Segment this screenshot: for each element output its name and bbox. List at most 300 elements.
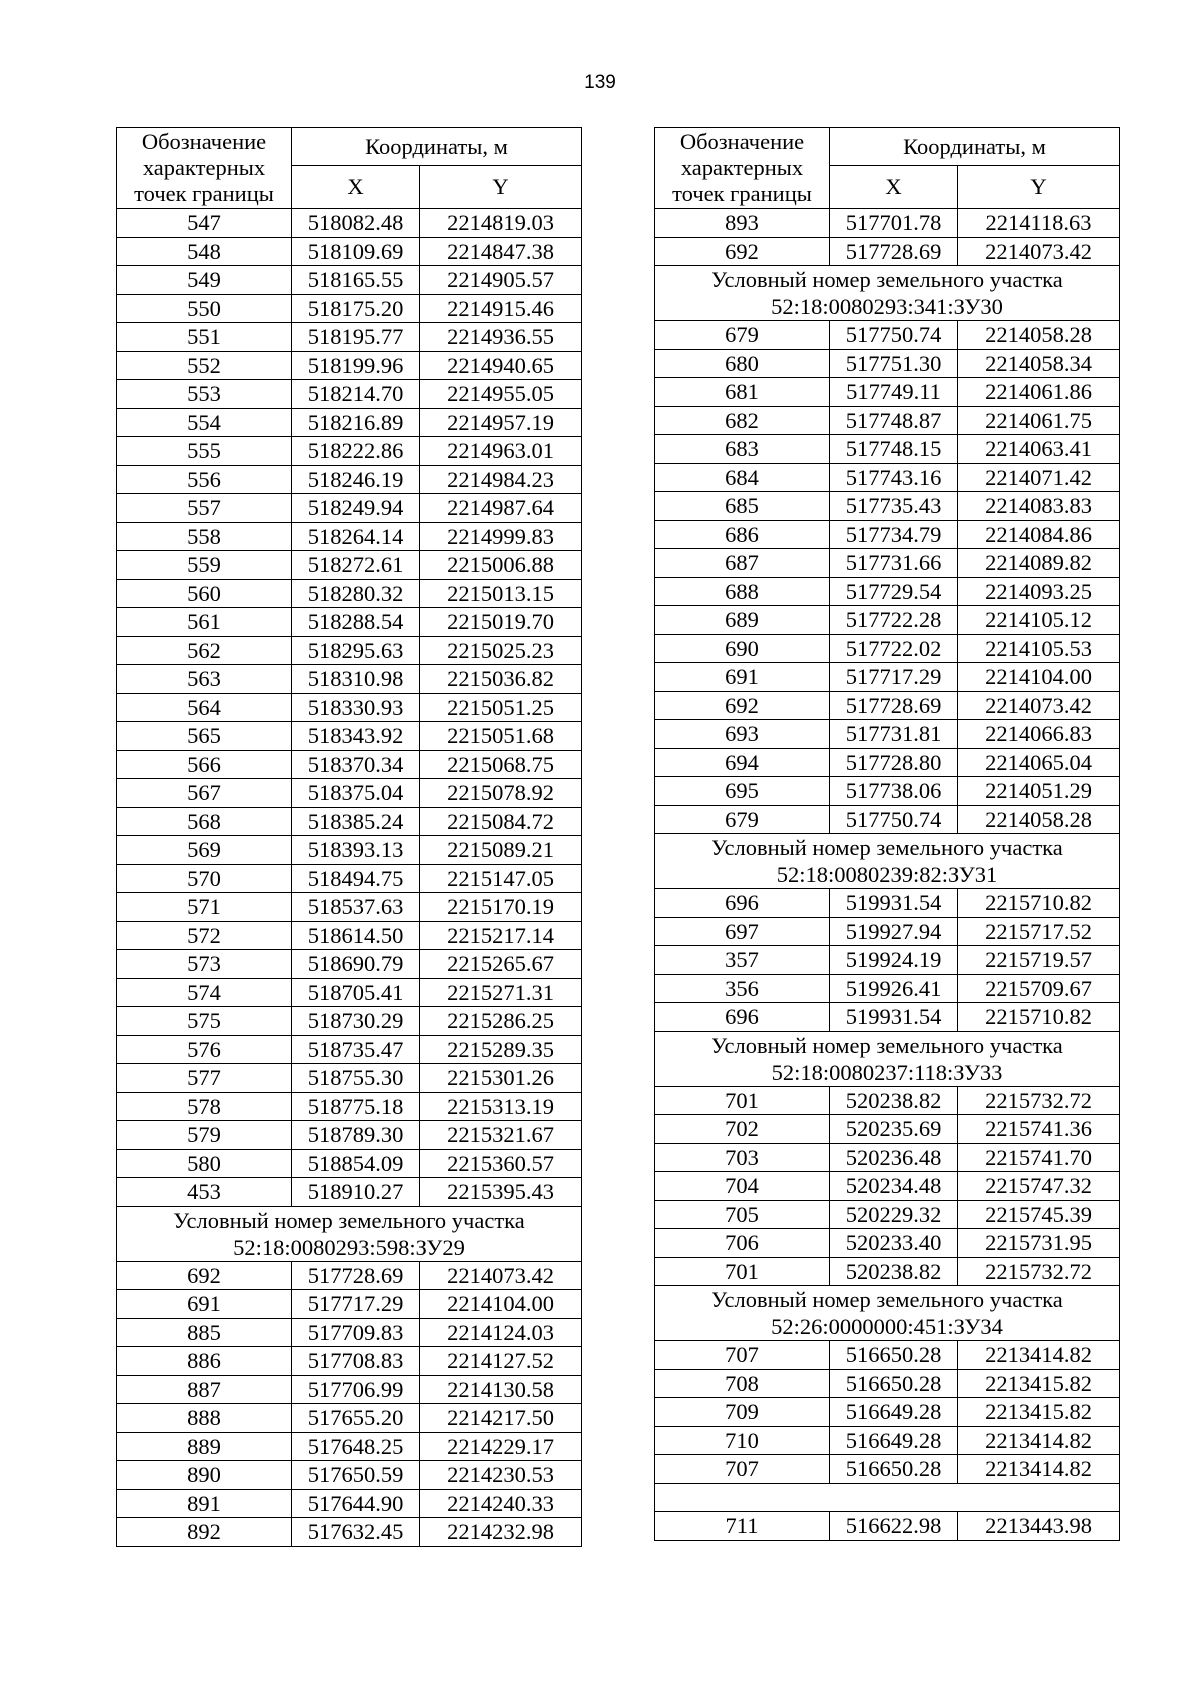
table-row xyxy=(655,1512,1120,1541)
x-coordinate-cell: 518735.47 xyxy=(292,1035,420,1064)
point-number-cell: 681 xyxy=(655,378,830,407)
y-coordinate-cell: 2214905.57 xyxy=(420,266,582,295)
x-coordinate-cell: 516649.28 xyxy=(830,1398,958,1427)
table-row xyxy=(655,805,1120,834)
table-row xyxy=(655,463,1120,492)
table-row xyxy=(655,1341,1120,1370)
point-number-cell: 707 xyxy=(655,1341,830,1370)
parcel-section-title: Условный номер земельного участка xyxy=(173,1207,525,1233)
x-coordinate-cell: 517731.66 xyxy=(830,549,958,578)
y-coordinate-cell: 2215741.70 xyxy=(958,1143,1120,1172)
x-coordinate-cell: 518730.29 xyxy=(292,1007,420,1036)
x-coordinate-cell: 517632.45 xyxy=(292,1518,420,1547)
y-coordinate-cell: 2214999.83 xyxy=(420,522,582,551)
y-coordinate-cell: 2215710.82 xyxy=(958,1003,1120,1032)
y-header: Y xyxy=(420,166,582,209)
table-row xyxy=(655,889,1120,918)
point-number-cell: 697 xyxy=(655,917,830,946)
x-coordinate-cell: 518295.63 xyxy=(292,636,420,665)
x-coordinate-cell: 517728.69 xyxy=(292,1261,420,1290)
x-coordinate-cell: 517750.74 xyxy=(830,321,958,350)
table-row xyxy=(655,520,1120,549)
table-row xyxy=(117,408,582,437)
x-coordinate-cell: 516650.28 xyxy=(830,1341,958,1370)
x-coordinate-cell: 517701.78 xyxy=(830,209,958,238)
y-coordinate-cell: 2214127.52 xyxy=(420,1347,582,1376)
y-coordinate-cell: 2214124.03 xyxy=(420,1318,582,1347)
x-coordinate-cell: 517717.29 xyxy=(830,663,958,692)
coordinates-header: Координаты, м xyxy=(292,128,582,166)
x-coordinate-cell: 520233.40 xyxy=(830,1229,958,1258)
y-coordinate-cell: 2215147.05 xyxy=(420,864,582,893)
point-number-cell: 580 xyxy=(117,1149,292,1178)
parcel-cadastral-number: 52:18:0080293:341:ЗУ30 xyxy=(771,294,1003,319)
x-coordinate-cell: 518330.93 xyxy=(292,693,420,722)
point-number-cell: 573 xyxy=(117,950,292,979)
point-number-cell: 560 xyxy=(117,579,292,608)
point-number-cell: 554 xyxy=(117,408,292,437)
empty-cell xyxy=(655,1483,1120,1512)
x-coordinate-cell: 517734.79 xyxy=(830,520,958,549)
point-number-cell: 552 xyxy=(117,351,292,380)
table-row xyxy=(117,551,582,580)
point-number-cell: 559 xyxy=(117,551,292,580)
x-coordinate-cell: 518343.92 xyxy=(292,722,420,751)
table-row xyxy=(655,577,1120,606)
x-coordinate-cell: 517717.29 xyxy=(292,1290,420,1319)
table-row xyxy=(655,606,1120,635)
x-coordinate-cell: 518537.63 xyxy=(292,893,420,922)
point-number-cell: 549 xyxy=(117,266,292,295)
x-coordinate-cell: 518280.32 xyxy=(292,579,420,608)
point-number-cell: 702 xyxy=(655,1115,830,1144)
y-coordinate-cell: 2214061.86 xyxy=(958,378,1120,407)
table-row xyxy=(117,1375,582,1404)
y-coordinate-cell: 2214061.75 xyxy=(958,406,1120,435)
y-coordinate-cell: 2215019.70 xyxy=(420,608,582,637)
y-coordinate-cell: 2215078.92 xyxy=(420,779,582,808)
point-number-cell: 556 xyxy=(117,465,292,494)
x-coordinate-cell: 518222.86 xyxy=(292,437,420,466)
x-coordinate-cell: 518393.13 xyxy=(292,836,420,865)
table-row xyxy=(655,1200,1120,1229)
y-coordinate-cell: 2215006.88 xyxy=(420,551,582,580)
table-row xyxy=(655,209,1120,238)
x-coordinate-cell: 517748.87 xyxy=(830,406,958,435)
table-row xyxy=(117,1290,582,1319)
point-number-cell: 568 xyxy=(117,807,292,836)
point-number-cell: 357 xyxy=(655,946,830,975)
y-coordinate-cell: 2214083.83 xyxy=(958,492,1120,521)
x-coordinate-cell: 517728.80 xyxy=(830,748,958,777)
parcel-section-row xyxy=(655,266,1120,321)
table-row xyxy=(117,636,582,665)
x-coordinate-cell: 517743.16 xyxy=(830,463,958,492)
y-coordinate-cell: 2214105.12 xyxy=(958,606,1120,635)
y-coordinate-cell: 2215051.68 xyxy=(420,722,582,751)
table-row xyxy=(117,921,582,950)
table-row xyxy=(117,351,582,380)
table-header xyxy=(655,128,1120,209)
x-coordinate-cell: 519927.94 xyxy=(830,917,958,946)
y-coordinate-cell: 2214229.17 xyxy=(420,1432,582,1461)
x-coordinate-cell: 520235.69 xyxy=(830,1115,958,1144)
y-coordinate-cell: 2214066.83 xyxy=(958,720,1120,749)
table-row xyxy=(655,917,1120,946)
point-number-cell: 679 xyxy=(655,321,830,350)
table-row xyxy=(117,1347,582,1376)
table-row xyxy=(655,974,1120,1003)
y-header: Y xyxy=(958,166,1120,209)
table-row xyxy=(655,321,1120,350)
x-coordinate-cell: 520238.82 xyxy=(830,1257,958,1286)
x-header: X xyxy=(830,166,958,209)
y-coordinate-cell: 2214073.42 xyxy=(958,237,1120,266)
parcel-cadastral-number: 52:18:0080237:118:ЗУ33 xyxy=(771,1059,1003,1085)
x-coordinate-cell: 519931.54 xyxy=(830,1003,958,1032)
point-number-cell: 683 xyxy=(655,435,830,464)
point-number-cell: 692 xyxy=(117,1261,292,1290)
x-coordinate-cell: 518249.94 xyxy=(292,494,420,523)
table-row xyxy=(655,720,1120,749)
point-number-cell: 707 xyxy=(655,1455,830,1484)
y-coordinate-cell: 2214984.23 xyxy=(420,465,582,494)
table-row xyxy=(117,1178,582,1207)
table-row xyxy=(655,1086,1120,1115)
table-row xyxy=(117,294,582,323)
table-row xyxy=(655,1426,1120,1455)
y-coordinate-cell: 2214051.29 xyxy=(958,777,1120,806)
point-number-cell: 703 xyxy=(655,1143,830,1172)
point-number-cell: 887 xyxy=(117,1375,292,1404)
point-number-cell: 577 xyxy=(117,1064,292,1093)
x-coordinate-cell: 518690.79 xyxy=(292,950,420,979)
point-number-cell: 709 xyxy=(655,1398,830,1427)
x-coordinate-cell: 518854.09 xyxy=(292,1149,420,1178)
table-row xyxy=(117,1121,582,1150)
parcel-section-row xyxy=(117,1206,582,1261)
table-row xyxy=(117,693,582,722)
table-row xyxy=(117,237,582,266)
point-number-cell: 891 xyxy=(117,1489,292,1518)
x-coordinate-cell: 516649.28 xyxy=(830,1426,958,1455)
y-coordinate-cell: 2215313.19 xyxy=(420,1092,582,1121)
y-coordinate-cell: 2213443.98 xyxy=(958,1512,1120,1541)
table-row xyxy=(117,323,582,352)
y-coordinate-cell: 2214063.41 xyxy=(958,435,1120,464)
y-coordinate-cell: 2215170.19 xyxy=(420,893,582,922)
x-coordinate-cell: 517735.43 xyxy=(830,492,958,521)
point-number-cell: 682 xyxy=(655,406,830,435)
x-coordinate-cell: 518272.61 xyxy=(292,551,420,580)
parcel-section-cell xyxy=(655,1286,1120,1341)
point-number-cell: 893 xyxy=(655,209,830,238)
point-number-cell: 574 xyxy=(117,978,292,1007)
x-coordinate-cell: 517709.83 xyxy=(292,1318,420,1347)
y-coordinate-cell: 2215745.39 xyxy=(958,1200,1120,1229)
table-row xyxy=(117,494,582,523)
table-row xyxy=(655,349,1120,378)
x-coordinate-cell: 517648.25 xyxy=(292,1432,420,1461)
point-number-cell: 693 xyxy=(655,720,830,749)
x-coordinate-cell: 517751.30 xyxy=(830,349,958,378)
empty-row xyxy=(655,1483,1120,1512)
point-number-cell: 706 xyxy=(655,1229,830,1258)
point-number-cell: 691 xyxy=(117,1290,292,1319)
table-row xyxy=(655,378,1120,407)
y-coordinate-cell: 2214065.04 xyxy=(958,748,1120,777)
table-row xyxy=(117,836,582,865)
y-coordinate-cell: 2214819.03 xyxy=(420,209,582,238)
x-coordinate-cell: 518246.19 xyxy=(292,465,420,494)
y-coordinate-cell: 2213414.82 xyxy=(958,1341,1120,1370)
y-coordinate-cell: 2214957.19 xyxy=(420,408,582,437)
table-row xyxy=(117,864,582,893)
point-number-cell: 579 xyxy=(117,1121,292,1150)
point-number-cell: 685 xyxy=(655,492,830,521)
y-coordinate-cell: 2214936.55 xyxy=(420,323,582,352)
point-number-cell: 696 xyxy=(655,889,830,918)
table-row xyxy=(117,209,582,238)
x-coordinate-cell: 518789.30 xyxy=(292,1121,420,1150)
x-coordinate-cell: 518288.54 xyxy=(292,608,420,637)
y-coordinate-cell: 2215741.36 xyxy=(958,1115,1120,1144)
y-coordinate-cell: 2214217.50 xyxy=(420,1404,582,1433)
y-coordinate-cell: 2215089.21 xyxy=(420,836,582,865)
parcel-section-title: Условный номер земельного участка xyxy=(711,835,1063,860)
y-coordinate-cell: 2214230.53 xyxy=(420,1461,582,1490)
point-number-cell: 578 xyxy=(117,1092,292,1121)
y-coordinate-cell: 2214963.01 xyxy=(420,437,582,466)
y-coordinate-cell: 2214105.53 xyxy=(958,634,1120,663)
y-coordinate-cell: 2214093.25 xyxy=(958,577,1120,606)
table-row xyxy=(655,777,1120,806)
parcel-cadastral-number: 52:26:0000000:451:ЗУ34 xyxy=(771,1314,1003,1339)
x-coordinate-cell: 518264.14 xyxy=(292,522,420,551)
point-number-cell: 565 xyxy=(117,722,292,751)
y-coordinate-cell: 2214240.33 xyxy=(420,1489,582,1518)
x-coordinate-cell: 516650.28 xyxy=(830,1369,958,1398)
table-row xyxy=(117,779,582,808)
y-coordinate-cell: 2214987.64 xyxy=(420,494,582,523)
y-coordinate-cell: 2215271.31 xyxy=(420,978,582,1007)
table-row xyxy=(655,748,1120,777)
y-coordinate-cell: 2214847.38 xyxy=(420,237,582,266)
point-number-cell: 558 xyxy=(117,522,292,551)
point-number-cell: 888 xyxy=(117,1404,292,1433)
point-number-cell: 692 xyxy=(655,237,830,266)
y-coordinate-cell: 2215709.67 xyxy=(958,974,1120,1003)
y-coordinate-cell: 2214955.05 xyxy=(420,380,582,409)
y-coordinate-cell: 2215013.15 xyxy=(420,579,582,608)
table-row xyxy=(655,1455,1120,1484)
y-coordinate-cell: 2214058.28 xyxy=(958,321,1120,350)
parcel-section-cell xyxy=(655,1031,1120,1086)
point-number-cell: 696 xyxy=(655,1003,830,1032)
point-number-cell: 567 xyxy=(117,779,292,808)
table-row xyxy=(117,1518,582,1547)
table-row xyxy=(117,1261,582,1290)
y-coordinate-cell: 2215747.32 xyxy=(958,1172,1120,1201)
x-coordinate-cell: 517722.02 xyxy=(830,634,958,663)
x-coordinate-cell: 518199.96 xyxy=(292,351,420,380)
right-coordinates-table xyxy=(654,127,1120,1541)
point-number-cell: 548 xyxy=(117,237,292,266)
y-coordinate-cell: 2214058.28 xyxy=(958,805,1120,834)
page-number: 139 xyxy=(584,72,616,93)
table-row xyxy=(117,1461,582,1490)
table-row xyxy=(117,1092,582,1121)
y-coordinate-cell: 2214915.46 xyxy=(420,294,582,323)
table-header xyxy=(117,128,582,209)
point-number-cell: 889 xyxy=(117,1432,292,1461)
point-number-cell: 704 xyxy=(655,1172,830,1201)
point-number-cell: 547 xyxy=(117,209,292,238)
x-coordinate-cell: 519924.19 xyxy=(830,946,958,975)
y-coordinate-cell: 2214104.00 xyxy=(958,663,1120,692)
table-row xyxy=(655,691,1120,720)
parcel-section-row xyxy=(655,1286,1120,1341)
point-number-cell: 886 xyxy=(117,1347,292,1376)
x-coordinate-cell: 520236.48 xyxy=(830,1143,958,1172)
x-coordinate-cell: 517729.54 xyxy=(830,577,958,606)
point-number-cell: 356 xyxy=(655,974,830,1003)
y-coordinate-cell: 2213415.82 xyxy=(958,1398,1120,1427)
y-coordinate-cell: 2215265.67 xyxy=(420,950,582,979)
point-number-cell: 553 xyxy=(117,380,292,409)
table-row xyxy=(655,1398,1120,1427)
x-coordinate-cell: 517728.69 xyxy=(830,691,958,720)
y-coordinate-cell: 2214232.98 xyxy=(420,1518,582,1547)
point-number-cell: 576 xyxy=(117,1035,292,1064)
point-number-cell: 575 xyxy=(117,1007,292,1036)
y-coordinate-cell: 2214104.00 xyxy=(420,1290,582,1319)
parcel-cadastral-number: 52:18:0080293:598:ЗУ29 xyxy=(233,1234,465,1260)
table-row xyxy=(655,1003,1120,1032)
x-coordinate-cell: 517728.69 xyxy=(830,237,958,266)
parcel-section-row xyxy=(655,1031,1120,1086)
point-number-cell: 550 xyxy=(117,294,292,323)
x-coordinate-cell: 517738.06 xyxy=(830,777,958,806)
y-coordinate-cell: 2215025.23 xyxy=(420,636,582,665)
y-coordinate-cell: 2215301.26 xyxy=(420,1064,582,1093)
point-number-cell: 701 xyxy=(655,1257,830,1286)
point-number-cell: 572 xyxy=(117,921,292,950)
table-row xyxy=(117,1149,582,1178)
y-coordinate-cell: 2215084.72 xyxy=(420,807,582,836)
point-number-cell: 689 xyxy=(655,606,830,635)
point-number-cell: 892 xyxy=(117,1518,292,1547)
parcel-section-cell xyxy=(655,266,1120,321)
point-label-header: Обозначение характерных точек границы xyxy=(655,128,830,209)
y-coordinate-cell: 2214118.63 xyxy=(958,209,1120,238)
table-row xyxy=(655,1115,1120,1144)
y-coordinate-cell: 2213414.82 xyxy=(958,1426,1120,1455)
x-coordinate-cell: 516650.28 xyxy=(830,1455,958,1484)
y-coordinate-cell: 2215732.72 xyxy=(958,1086,1120,1115)
point-number-cell: 687 xyxy=(655,549,830,578)
x-coordinate-cell: 518705.41 xyxy=(292,978,420,1007)
table-row xyxy=(655,663,1120,692)
table-row xyxy=(655,406,1120,435)
table-row xyxy=(117,893,582,922)
x-coordinate-cell: 517655.20 xyxy=(292,1404,420,1433)
y-coordinate-cell: 2215732.72 xyxy=(958,1257,1120,1286)
y-coordinate-cell: 2215321.67 xyxy=(420,1121,582,1150)
point-number-cell: 566 xyxy=(117,750,292,779)
table-row xyxy=(117,950,582,979)
x-coordinate-cell: 517750.74 xyxy=(830,805,958,834)
parcel-section-row xyxy=(655,834,1120,889)
point-number-cell: 570 xyxy=(117,864,292,893)
point-label-header: Обозначение характерных точек границы xyxy=(117,128,292,209)
x-coordinate-cell: 518109.69 xyxy=(292,237,420,266)
parcel-section-title: Условный номер земельного участка xyxy=(711,267,1063,292)
y-coordinate-cell: 2214940.65 xyxy=(420,351,582,380)
x-coordinate-cell: 518216.89 xyxy=(292,408,420,437)
y-coordinate-cell: 2213414.82 xyxy=(958,1455,1120,1484)
y-coordinate-cell: 2215051.25 xyxy=(420,693,582,722)
table-row xyxy=(655,1229,1120,1258)
x-coordinate-cell: 518082.48 xyxy=(292,209,420,238)
y-coordinate-cell: 2214058.34 xyxy=(958,349,1120,378)
point-number-cell: 694 xyxy=(655,748,830,777)
table-row xyxy=(117,1489,582,1518)
point-number-cell: 453 xyxy=(117,1178,292,1207)
x-coordinate-cell: 517708.83 xyxy=(292,1347,420,1376)
point-number-cell: 705 xyxy=(655,1200,830,1229)
table-row xyxy=(655,492,1120,521)
x-coordinate-cell: 520229.32 xyxy=(830,1200,958,1229)
y-coordinate-cell: 2215717.52 xyxy=(958,917,1120,946)
table-row xyxy=(655,1257,1120,1286)
table-row xyxy=(655,549,1120,578)
table-row xyxy=(117,1064,582,1093)
point-number-cell: 688 xyxy=(655,577,830,606)
x-coordinate-cell: 519931.54 xyxy=(830,889,958,918)
parcel-cadastral-number: 52:18:0080239:82:ЗУ31 xyxy=(776,862,998,887)
point-number-cell: 557 xyxy=(117,494,292,523)
y-coordinate-cell: 2215036.82 xyxy=(420,665,582,694)
table-row xyxy=(117,608,582,637)
x-coordinate-cell: 520234.48 xyxy=(830,1172,958,1201)
y-coordinate-cell: 2215719.57 xyxy=(958,946,1120,975)
point-number-cell: 564 xyxy=(117,693,292,722)
point-number-cell: 569 xyxy=(117,836,292,865)
point-number-cell: 701 xyxy=(655,1086,830,1115)
x-coordinate-cell: 518385.24 xyxy=(292,807,420,836)
y-coordinate-cell: 2215217.14 xyxy=(420,921,582,950)
x-coordinate-cell: 518375.04 xyxy=(292,779,420,808)
y-coordinate-cell: 2215731.95 xyxy=(958,1229,1120,1258)
point-number-cell: 680 xyxy=(655,349,830,378)
point-number-cell: 692 xyxy=(655,691,830,720)
point-number-cell: 562 xyxy=(117,636,292,665)
table-row xyxy=(117,522,582,551)
point-number-cell: 571 xyxy=(117,893,292,922)
y-coordinate-cell: 2214089.82 xyxy=(958,549,1120,578)
table-row xyxy=(655,1172,1120,1201)
right-table-body xyxy=(655,209,1120,1541)
x-coordinate-cell: 517749.11 xyxy=(830,378,958,407)
x-coordinate-cell: 518910.27 xyxy=(292,1178,420,1207)
x-coordinate-cell: 518755.30 xyxy=(292,1064,420,1093)
x-coordinate-cell: 518775.18 xyxy=(292,1092,420,1121)
x-coordinate-cell: 517650.59 xyxy=(292,1461,420,1490)
table-row xyxy=(117,437,582,466)
table-row xyxy=(117,380,582,409)
table-row xyxy=(117,579,582,608)
